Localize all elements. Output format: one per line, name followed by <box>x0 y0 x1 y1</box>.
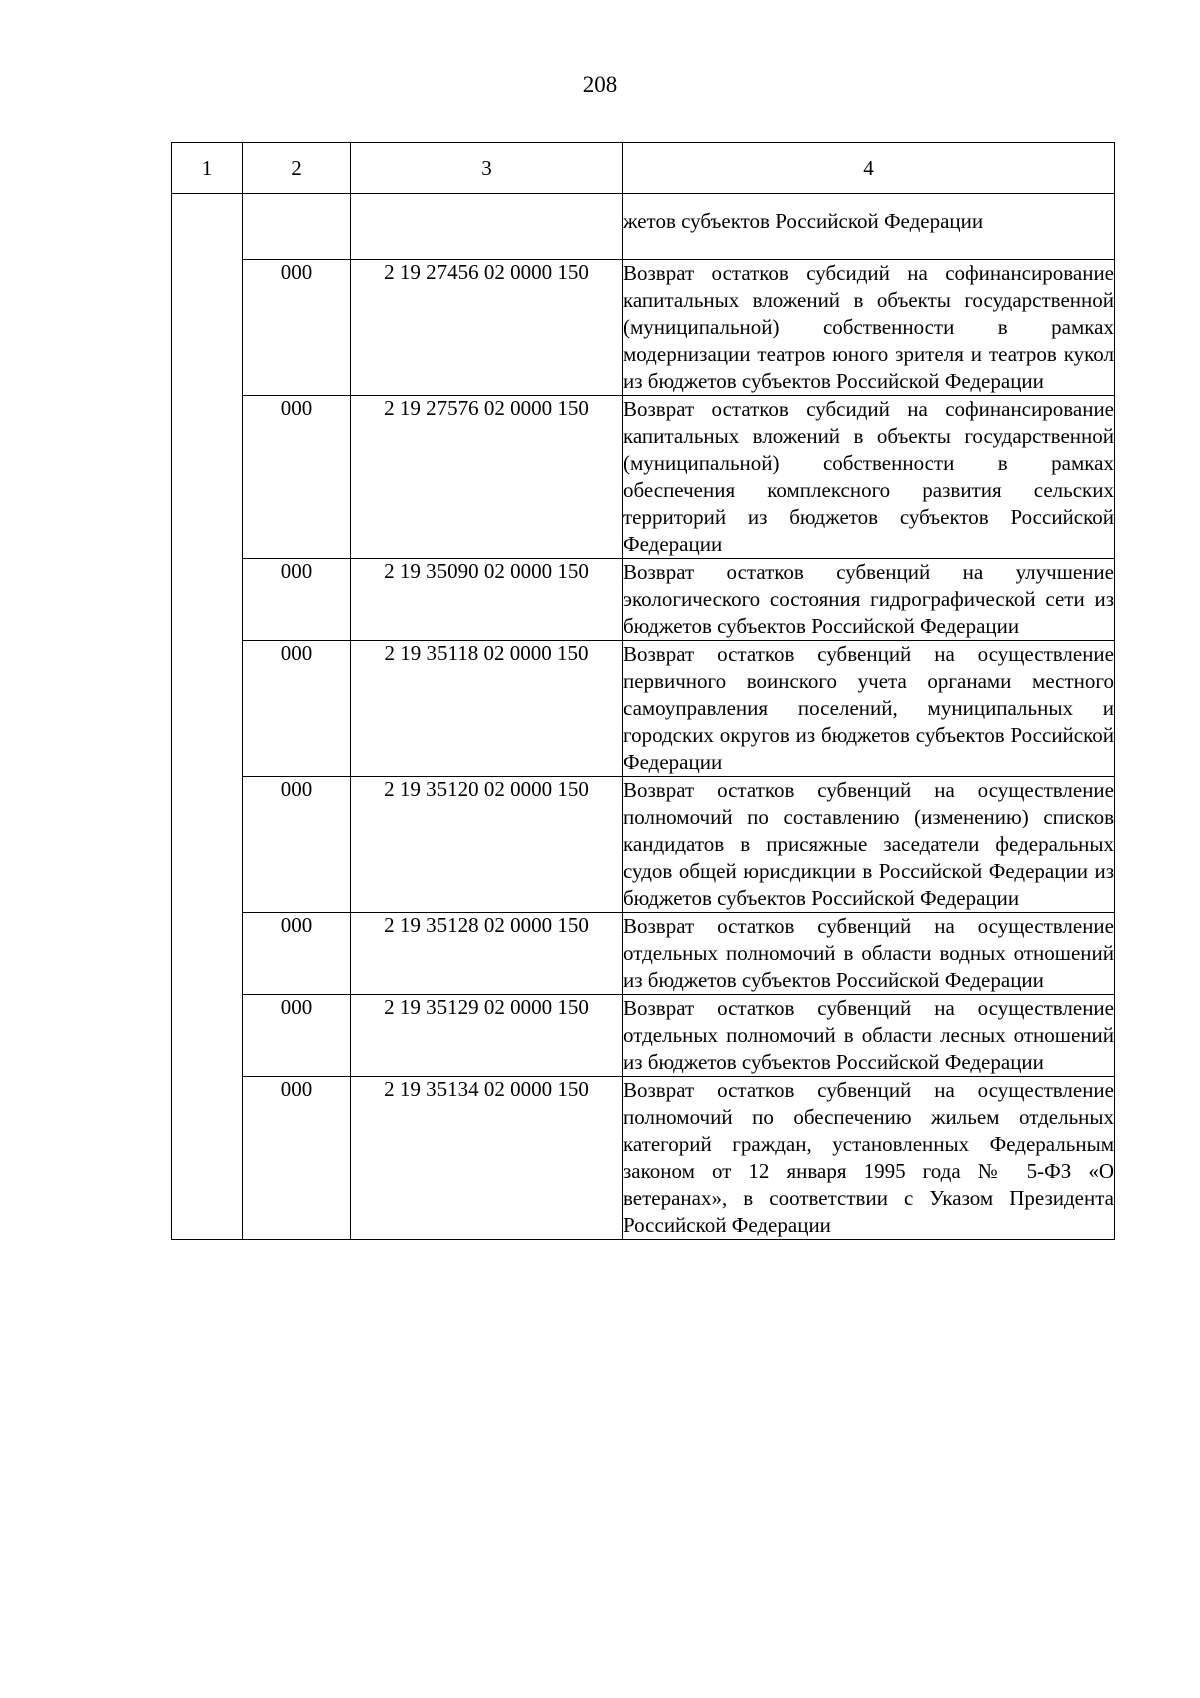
header-col-3: 3 <box>351 143 623 194</box>
description-cell: Возврат остатков субвенций на осуществление полномочий по обеспечению жильем отдельных категорий граждан, установленных Федеральным законом от 12 января 1995 года № 5-ФЗ «О ветеранах», в соответствии с Указом Президента Российской Федерации <box>623 1077 1115 1240</box>
revenue-code-cell: 2 19 35128 02 0000 150 <box>351 913 623 995</box>
revenue-code-cell: 2 19 27576 02 0000 150 <box>351 396 623 559</box>
table-row <box>172 396 1115 559</box>
table-row <box>172 913 1115 995</box>
admin-code-cell: 000 <box>243 641 351 777</box>
header-col-4: 4 <box>623 143 1115 194</box>
description-cell: жетов субъектов Российской Федерации <box>623 194 1115 260</box>
table-row <box>172 641 1115 777</box>
admin-code-cell: 000 <box>243 913 351 995</box>
table-row <box>172 777 1115 913</box>
revenue-code-cell: 2 19 35118 02 0000 150 <box>351 641 623 777</box>
description-cell: Возврат остатков субвенций на осуществление первичного воинского учета органами местного самоуправления поселений, муниципальных и городских округов из бюджетов субъектов Российской Федерации <box>623 641 1115 777</box>
revenue-code-cell: 2 19 35129 02 0000 150 <box>351 995 623 1077</box>
revenue-code-cell: 2 19 35134 02 0000 150 <box>351 1077 623 1240</box>
description-cell: Возврат остатков субвенций на осуществление отдельных полномочий в области водных отношений из бюджетов субъектов Российской Федерации <box>623 913 1115 995</box>
revenue-code-cell: 2 19 35120 02 0000 150 <box>351 777 623 913</box>
col-1-empty-cell <box>172 194 243 1240</box>
header-col-2: 2 <box>243 143 351 194</box>
admin-code-cell: 000 <box>243 559 351 641</box>
table-row <box>172 995 1115 1077</box>
revenue-code-cell <box>351 194 623 260</box>
admin-code-cell <box>243 194 351 260</box>
table-row <box>172 260 1115 396</box>
description-cell: Возврат остатков субвенций на осуществление отдельных полномочий в области лесных отношений из бюджетов субъектов Российской Федерации <box>623 995 1115 1077</box>
revenue-code-cell: 2 19 35090 02 0000 150 <box>351 559 623 641</box>
table-row <box>172 1077 1115 1240</box>
description-cell: Возврат остатков субсидий на софинансирование капитальных вложений в объекты государственной (муниципальной) собственности в рамках модернизации театров юного зрителя и театров кукол из бюджетов субъектов Российской Федерации <box>623 260 1115 396</box>
header-col-1: 1 <box>172 143 243 194</box>
description-cell: Возврат остатков субвенций на улучшение экологического состояния гидрографической сети из бюджетов субъектов Российской Федерации <box>623 559 1115 641</box>
admin-code-cell: 000 <box>243 396 351 559</box>
page-number: 208 <box>582 72 618 97</box>
revenue-code-cell: 2 19 27456 02 0000 150 <box>351 260 623 396</box>
description-cell: Возврат остатков субвенций на осуществление полномочий по составлению (изменению) списков кандидатов в присяжные заседатели федеральных судов общей юрисдикции в Российской Федерации из бюджетов субъектов Российской Федерации <box>623 777 1115 913</box>
table-row <box>172 559 1115 641</box>
description-cell: Возврат остатков субсидий на софинансирование капитальных вложений в объекты государственной (муниципальной) собственности в рамках обеспечения комплексного развития сельских территорий из бюджетов субъектов Российской Федерации <box>623 396 1115 559</box>
table-header-row <box>172 143 1115 194</box>
admin-code-cell: 000 <box>243 1077 351 1240</box>
admin-code-cell: 000 <box>243 995 351 1077</box>
admin-code-cell: 000 <box>243 777 351 913</box>
admin-code-cell: 000 <box>243 260 351 396</box>
revenue-codes-table <box>171 142 1115 1240</box>
table-row-continuation <box>172 194 1115 260</box>
